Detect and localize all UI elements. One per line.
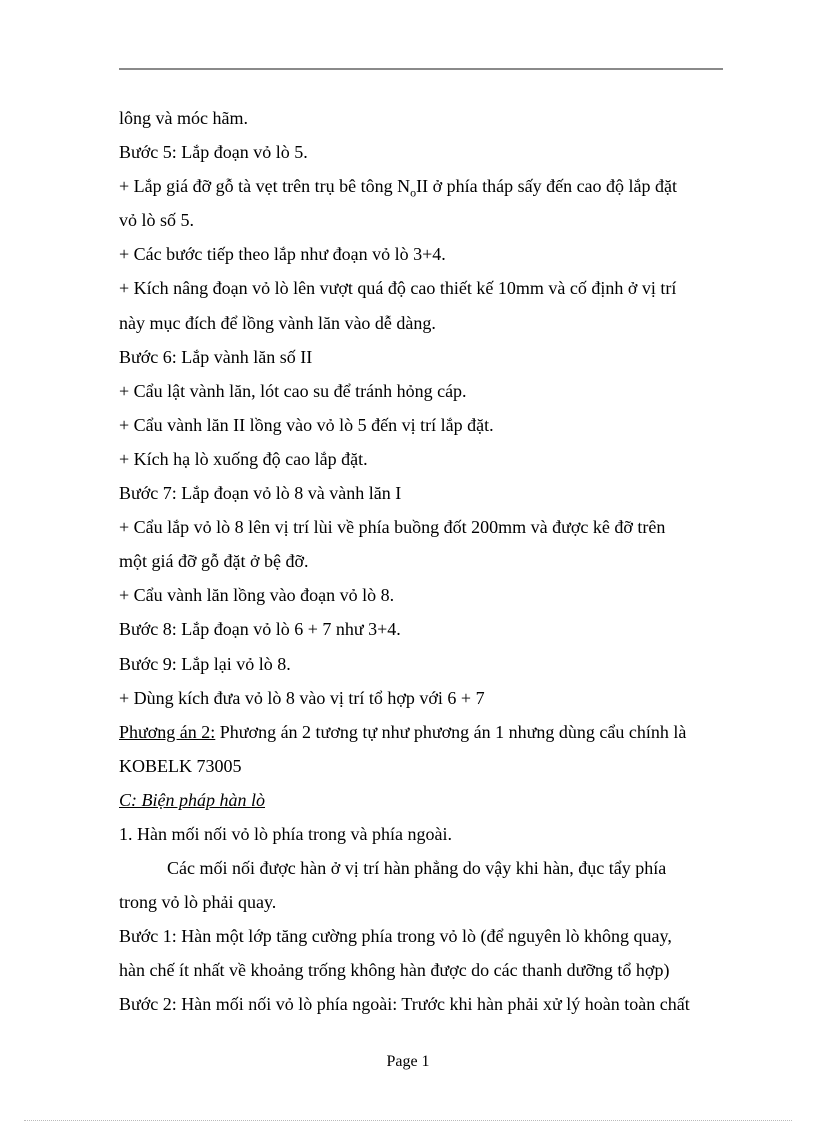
text-line [119, 169, 723, 203]
text-line: một giá đỡ gỗ đặt ở bệ đỡ. [119, 551, 309, 572]
step-heading: Bước 6: Lắp vành lăn số II [119, 346, 313, 367]
step-heading: Bước 2: Hàn mối nối vỏ lò phía ngoài: Trước khi hàn phải xử lý hoàn toàn chất [119, 994, 690, 1015]
step-heading: Bước 5: Lắp đoạn vỏ lò 5. [119, 142, 308, 163]
section-heading-text: C: Biện pháp hàn lò [119, 789, 265, 810]
text-line: + Cẩu vành lăn lồng vào đoạn vỏ lò 8. [119, 585, 395, 606]
text-line: KOBELK 73005 [119, 755, 242, 776]
text-line: + Cẩu lắp vỏ lò 8 lên vị trí lùi về phía buồng đốt 200mm và được kê đỡ trên [119, 517, 666, 538]
step-heading: Bước 1: Hàn một lớp tăng cường phía trong vỏ lò (để nguyên lò không quay, [119, 926, 672, 947]
section-heading [119, 783, 723, 817]
text-line: + Cẩu lật vành lăn, lót cao su để tránh hỏng cáp. [119, 380, 467, 401]
text-line: 1. Hàn mối nối vỏ lò phía trong và phía ngoài. [119, 823, 452, 844]
step-heading: Bước 8: Lắp đoạn vỏ lò 6 + 7 như 3+4. [119, 619, 401, 640]
text-line [119, 715, 723, 749]
text-line: vỏ lò số 5. [119, 210, 195, 231]
option-label: Phương án 2: [119, 721, 216, 742]
text-line: + Kích nâng đoạn vỏ lò lên vượt quá độ cao thiết kế 10mm và cố định ở vị trí [119, 278, 677, 299]
page-bottom-border [24, 1120, 792, 1121]
text-segment: II ở phía tháp sấy đến cao độ lắp đặt [416, 176, 678, 197]
text-line: + Dùng kích đưa vỏ lò 8 vào vị trí tổ hợp với 6 + 7 [119, 687, 485, 708]
step-heading: Bước 9: Lắp lại vỏ lò 8. [119, 653, 291, 674]
text-line: + Kích hạ lò xuống độ cao lắp đặt. [119, 448, 368, 469]
subscript: o [410, 185, 417, 200]
text-line: lông và móc hãm. [119, 108, 248, 128]
page-footer: Page 1 [386, 1053, 430, 1070]
text-line: + Cẩu vành lăn II lồng vào vỏ lò 5 đến vị trí lắp đặt. [119, 414, 494, 435]
text-line: này mục đích để lồng vành lăn vào dễ dàng. [119, 312, 436, 333]
text-segment: Phương án 2 tương tự như phương án 1 nhưng dùng cẩu chính là [215, 721, 687, 742]
header-rule [119, 68, 723, 70]
text-line: + Các bước tiếp theo lắp như đoạn vỏ lò 3+4. [119, 244, 446, 265]
text-line: hàn chế ít nhất về khoảng trống không hàn được do các thanh dưỡng tổ hợp) [119, 960, 670, 981]
text-segment: + Lắp giá đỡ gỗ tà vẹt trên trụ bê tông N [119, 176, 411, 197]
text-line: trong vỏ lò phải quay. [119, 892, 277, 913]
text-line: Các mối nối được hàn ở vị trí hàn phẳng do vậy khi hàn, đục tẩy phía [167, 858, 667, 879]
step-heading: Bước 7: Lắp đoạn vỏ lò 8 và vành lăn I [119, 483, 402, 504]
document-body [119, 101, 723, 1022]
